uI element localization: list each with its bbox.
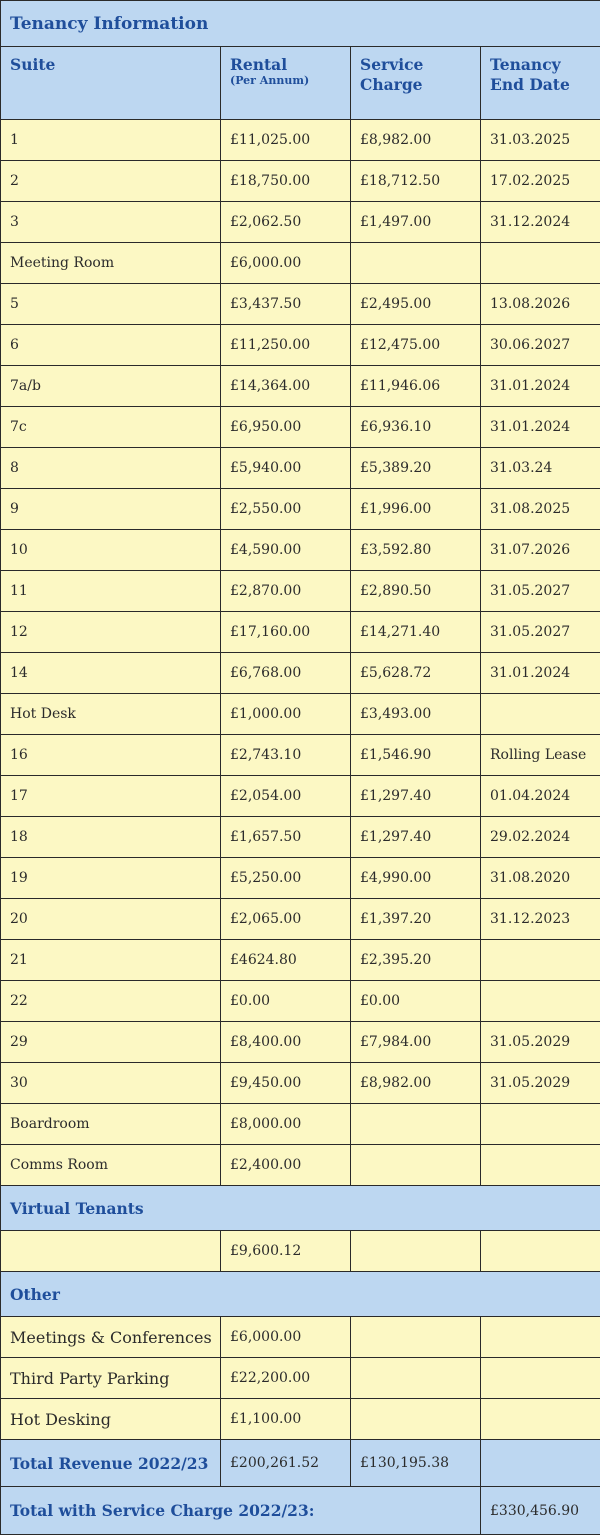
suite-cell: 7a/b [1, 366, 221, 407]
rental-cell: £9,450.00 [221, 1063, 351, 1104]
suite-cell: Boardroom [1, 1104, 221, 1145]
suite-cell: 5 [1, 284, 221, 325]
rental-cell: £6,000.00 [221, 1317, 351, 1358]
header-rental-sub: (Per Annum) [230, 75, 350, 86]
service-charge-cell: £2,495.00 [351, 284, 481, 325]
end-date-cell: 31.05.2027 [481, 612, 600, 653]
table-row [1, 612, 600, 653]
table-row [1, 776, 600, 817]
header-service-line1: Service [360, 55, 423, 74]
table-title: Tenancy Information [1, 1, 600, 47]
suite-cell: Meetings & Conferences [1, 1317, 221, 1358]
rental-cell: £2,743.10 [221, 735, 351, 776]
suite-cell: 22 [1, 981, 221, 1022]
section-title-other: Other [1, 1272, 600, 1317]
table-row [1, 981, 600, 1022]
end-date-cell: 31.05.2029 [481, 1022, 600, 1063]
suite-cell: 16 [1, 735, 221, 776]
service-charge-cell: £5,389.20 [351, 448, 481, 489]
service-charge-cell: £1,546.90 [351, 735, 481, 776]
end-date-cell: 31.05.2029 [481, 1063, 600, 1104]
service-charge-cell: £12,475.00 [351, 325, 481, 366]
suite-cell: 7c [1, 407, 221, 448]
table-row [1, 571, 600, 612]
rental-cell: £6,000.00 [221, 243, 351, 284]
suite-cell: 17 [1, 776, 221, 817]
rental-cell: £6,768.00 [221, 653, 351, 694]
suite-cell: 30 [1, 1063, 221, 1104]
rental-cell: £1,100.00 [221, 1399, 351, 1440]
end-date-cell: 31.05.2027 [481, 571, 600, 612]
end-date-cell [481, 243, 600, 284]
end-date-cell: 31.12.2024 [481, 202, 600, 243]
service-charge-cell: £18,712.50 [351, 161, 481, 202]
suite-cell: 11 [1, 571, 221, 612]
table-row [1, 735, 600, 776]
end-date-cell: 29.02.2024 [481, 817, 600, 858]
table-row [1, 1104, 600, 1145]
service-charge-cell [351, 1104, 481, 1145]
service-charge-cell: £1,397.20 [351, 899, 481, 940]
other-section [1, 1272, 600, 1317]
rental-cell: £1,000.00 [221, 694, 351, 735]
suite-cell: 10 [1, 530, 221, 571]
table-row [1, 899, 600, 940]
service-charge-cell: £11,946.06 [351, 366, 481, 407]
end-date-cell [481, 1317, 600, 1358]
suite-cell: Hot Desking [1, 1399, 221, 1440]
end-date-cell [481, 940, 600, 981]
header-rental [221, 47, 351, 120]
header-end-line2: End Date [490, 75, 570, 94]
rental-cell: £2,054.00 [221, 776, 351, 817]
end-date-cell: 30.06.2027 [481, 325, 600, 366]
service-charge-cell: £1,497.00 [351, 202, 481, 243]
table-row [1, 1022, 600, 1063]
rental-cell: £2,870.00 [221, 571, 351, 612]
rental-cell: £5,940.00 [221, 448, 351, 489]
end-date-cell [481, 1104, 600, 1145]
service-charge-cell [351, 1231, 481, 1272]
service-charge-cell: £8,982.00 [351, 120, 481, 161]
table-row [1, 1063, 600, 1104]
rental-cell: £2,400.00 [221, 1145, 351, 1186]
suite-cell: 8 [1, 448, 221, 489]
rental-cell: £3,437.50 [221, 284, 351, 325]
service-charge-cell: £3,592.80 [351, 530, 481, 571]
suite-cell: 12 [1, 612, 221, 653]
service-charge-cell: £0.00 [351, 981, 481, 1022]
grand-total-label: Total with Service Charge 2022/23: [1, 1487, 481, 1535]
end-date-cell: 31.12.2023 [481, 899, 600, 940]
service-charge-cell: £4,990.00 [351, 858, 481, 899]
suite-cell [1, 1231, 221, 1272]
service-charge-cell: £6,936.10 [351, 407, 481, 448]
rental-cell: £2,065.00 [221, 899, 351, 940]
suite-cell: 20 [1, 899, 221, 940]
end-date-cell: 31.01.2024 [481, 407, 600, 448]
suite-cell: Third Party Parking [1, 1358, 221, 1399]
table-row [1, 653, 600, 694]
service-charge-cell: £1,996.00 [351, 489, 481, 530]
suite-cell: 29 [1, 1022, 221, 1063]
header-rental-label: Rental [230, 55, 287, 74]
end-date-cell: 31.08.2025 [481, 489, 600, 530]
end-date-cell [481, 1145, 600, 1186]
table-row [1, 858, 600, 899]
header-end-line1: Tenancy [490, 55, 561, 74]
service-charge-cell: £2,395.20 [351, 940, 481, 981]
service-charge-cell: £1,297.40 [351, 817, 481, 858]
table-row [1, 694, 600, 735]
suite-cell: Comms Room [1, 1145, 221, 1186]
suite-cell: 14 [1, 653, 221, 694]
service-charge-cell [351, 1317, 481, 1358]
rental-cell: £8,400.00 [221, 1022, 351, 1063]
end-date-cell: 01.04.2024 [481, 776, 600, 817]
service-charge-cell [351, 1145, 481, 1186]
grand-total-row [1, 1487, 600, 1535]
suite-cell: 1 [1, 120, 221, 161]
rental-cell: £8,000.00 [221, 1104, 351, 1145]
suite-cell: 6 [1, 325, 221, 366]
suite-cell: 2 [1, 161, 221, 202]
end-date-cell: 13.08.2026 [481, 284, 600, 325]
total-rental-cell: £200,261.52 [221, 1440, 351, 1487]
rental-cell: £2,550.00 [221, 489, 351, 530]
service-charge-cell: £14,271.40 [351, 612, 481, 653]
table-row [1, 530, 600, 571]
service-charge-cell: £8,982.00 [351, 1063, 481, 1104]
header-suite: Suite [1, 47, 221, 120]
table-row [1, 1399, 600, 1440]
rental-cell: £11,250.00 [221, 325, 351, 366]
grand-total-value: £330,456.90 [481, 1487, 600, 1535]
rental-cell: £5,250.00 [221, 858, 351, 899]
service-charge-cell [351, 1358, 481, 1399]
table-row [1, 1317, 600, 1358]
rental-cell: £14,364.00 [221, 366, 351, 407]
rental-cell: £9,600.12 [221, 1231, 351, 1272]
total-revenue-label: Total Revenue 2022/23 [1, 1440, 221, 1487]
service-charge-cell: £5,628.72 [351, 653, 481, 694]
table-row [1, 1231, 600, 1272]
service-charge-cell [351, 1399, 481, 1440]
table-row [1, 325, 600, 366]
rental-cell: £18,750.00 [221, 161, 351, 202]
table-row [1, 817, 600, 858]
end-date-cell [481, 1358, 600, 1399]
table-row [1, 243, 600, 284]
end-date-cell [481, 1231, 600, 1272]
end-date-cell: 31.07.2026 [481, 530, 600, 571]
service-charge-cell: £7,984.00 [351, 1022, 481, 1063]
table-row [1, 489, 600, 530]
table-row [1, 120, 600, 161]
end-date-cell: Rolling Lease [481, 735, 600, 776]
rental-cell: £22,200.00 [221, 1358, 351, 1399]
table-row [1, 407, 600, 448]
rental-cell: £17,160.00 [221, 612, 351, 653]
rental-cell: £4,590.00 [221, 530, 351, 571]
table-title-row [1, 1, 600, 47]
rental-cell: £1,657.50 [221, 817, 351, 858]
rental-cell: £2,062.50 [221, 202, 351, 243]
service-charge-cell: £3,493.00 [351, 694, 481, 735]
rental-cell: £11,025.00 [221, 120, 351, 161]
header-end-date [481, 47, 600, 120]
suite-cell: 9 [1, 489, 221, 530]
end-date-cell: 31.08.2020 [481, 858, 600, 899]
header-row [1, 47, 600, 120]
total-service-charge-cell: £130,195.38 [351, 1440, 481, 1487]
suite-cell: Meeting Room [1, 243, 221, 284]
end-date-cell [481, 1399, 600, 1440]
table-row [1, 940, 600, 981]
header-service-charge [351, 47, 481, 120]
end-date-cell [481, 694, 600, 735]
table-row [1, 284, 600, 325]
suite-cell: Hot Desk [1, 694, 221, 735]
header-service-line2: Charge [360, 75, 423, 94]
rental-cell: £0.00 [221, 981, 351, 1022]
table-row [1, 161, 600, 202]
total-revenue-row [1, 1440, 600, 1487]
end-date-cell [481, 981, 600, 1022]
suite-cell: 21 [1, 940, 221, 981]
suite-cell: 19 [1, 858, 221, 899]
end-date-cell: 31.01.2024 [481, 366, 600, 407]
table-row [1, 1145, 600, 1186]
end-date-cell: 31.01.2024 [481, 653, 600, 694]
rental-cell: £6,950.00 [221, 407, 351, 448]
table-row [1, 1358, 600, 1399]
section-title-virtual-tenants: Virtual Tenants [1, 1186, 600, 1231]
table-row [1, 366, 600, 407]
service-charge-cell [351, 243, 481, 284]
service-charge-cell: £1,297.40 [351, 776, 481, 817]
virtual-tenants-section [1, 1186, 600, 1231]
table-row [1, 202, 600, 243]
rental-cell: £4624.80 [221, 940, 351, 981]
end-date-cell: 31.03.2025 [481, 120, 600, 161]
end-date-cell [481, 1440, 600, 1487]
end-date-cell: 17.02.2025 [481, 161, 600, 202]
service-charge-cell: £2,890.50 [351, 571, 481, 612]
end-date-cell: 31.03.24 [481, 448, 600, 489]
suite-cell: 18 [1, 817, 221, 858]
table-row [1, 448, 600, 489]
suite-cell: 3 [1, 202, 221, 243]
